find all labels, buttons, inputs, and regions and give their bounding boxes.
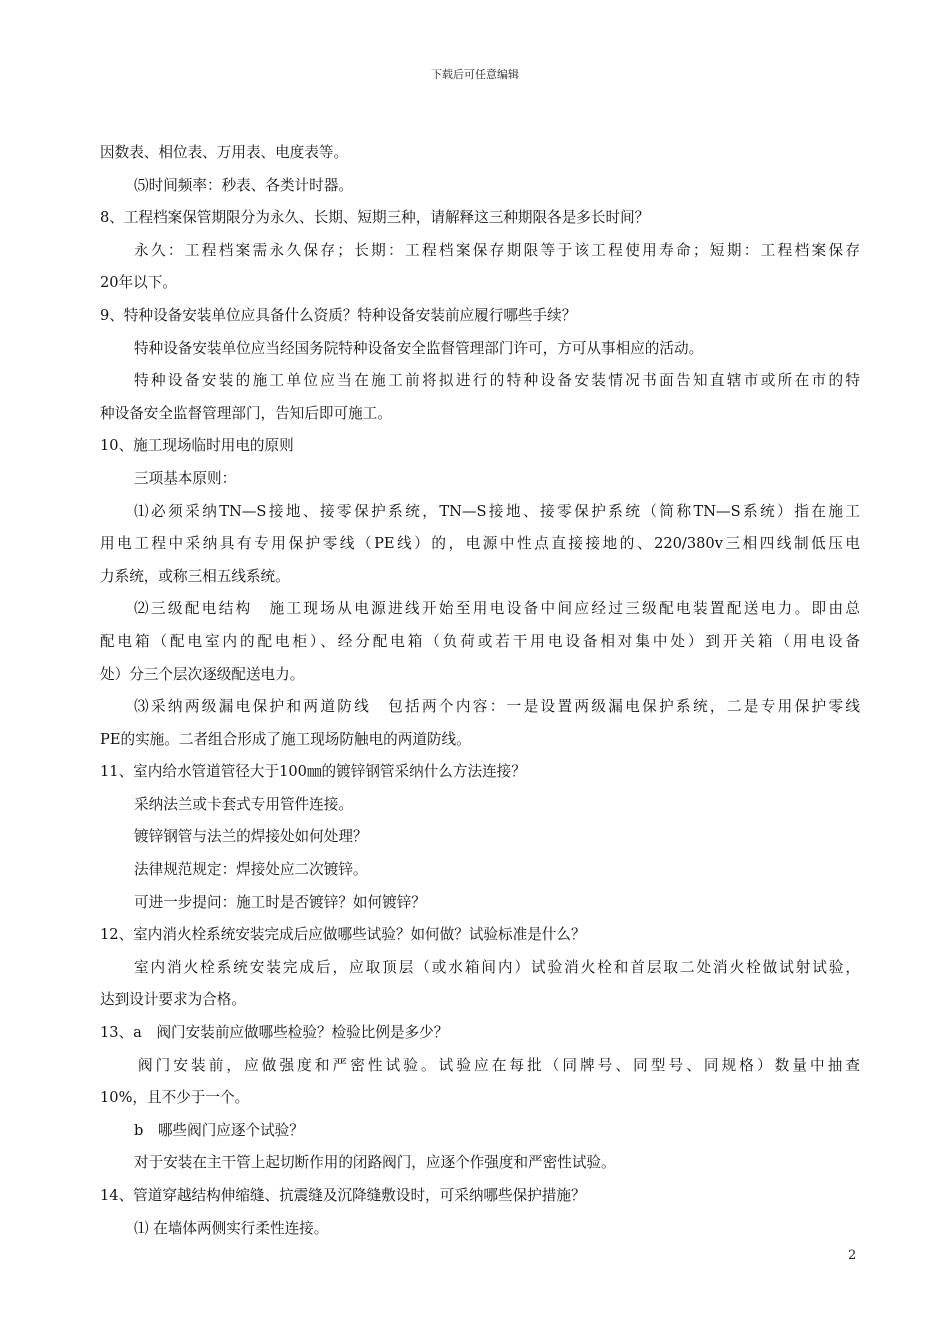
line-text: ⑵三级配电结构 施工现场从电源进线开始至用电设备中间应经过三级配电装置配送电力。即由总 [134, 600, 860, 618]
paragraph-line [100, 430, 860, 463]
line-text: 可进一步提问：施工时是否镀锌？如何镀锌？ [134, 893, 426, 911]
paragraph-line [100, 300, 860, 333]
line-text: ⑸时间频率：秒表、各类计时器。 [134, 176, 353, 194]
paragraph-line [100, 202, 860, 235]
paragraph-line [100, 463, 860, 496]
line-text: 9、特种设备安装单位应具备什么资质？特种设备安装前应履行哪些手续？ [100, 306, 577, 324]
line-text: 达到设计要求为合格。 [100, 991, 246, 1009]
line-text: 12、室内消火栓系统安装完成后应做哪些试验？如何做？试验标准是什么？ [100, 926, 586, 944]
page-number: 2 [848, 1248, 857, 1263]
paragraph-line [100, 528, 860, 561]
line-text: 镀锌钢管与法兰的焊接处如何处理？ [134, 828, 368, 846]
page-header: 下载后可任意编辑 [431, 68, 519, 81]
paragraph-line [100, 235, 860, 268]
line-text: 因数表、相位表、万用表、电度表等。 [100, 144, 349, 161]
line-text: 配电箱（配电室内的配电柜）、经分配电箱（负荷或若干用电设备相对集中处）到开关箱（用电设备 [100, 632, 860, 650]
paragraph-line [100, 756, 860, 789]
line-text: 采纳法兰或卡套式专用管件连接。 [134, 795, 353, 813]
paragraph-line [100, 1180, 860, 1213]
line-text: PE的实施。二者组合形成了施工现场防触电的两道防线。 [100, 730, 471, 748]
paragraph-line [100, 333, 860, 366]
paragraph-line [100, 593, 860, 626]
line-text: 处）分三个层次逐级配送电力。 [100, 665, 305, 683]
line-text: 14、管道穿越结构伸缩缝、抗震缝及沉降缝敷设时，可采纳哪些保护措施？ [100, 1187, 586, 1204]
line-text: 对于安装在主干管上起切断作用的闭路阀门，应逐个作强度和严密性试验。 [134, 1154, 616, 1172]
paragraph-line [100, 952, 860, 985]
paragraph-line [100, 561, 860, 594]
line-text: ⑴必须采纳TN—S接地、接零保护系统，TN—S接地、接零保护系统（简称TN—S系统）指在施工 [134, 502, 860, 520]
paragraph-line [100, 626, 860, 659]
paragraph-line [100, 1213, 860, 1246]
line-text: 力系统，或称三相五线系统。 [100, 567, 290, 585]
line-text: 种设备安全监督管理部门，告知后即可施工。 [100, 404, 392, 422]
line-text: 20年以下。 [100, 274, 177, 292]
line-text: 10%，且不少于一个。 [100, 1089, 250, 1107]
line-text: 法律规范规定：焊接处应二次镀锌。 [134, 861, 368, 879]
line-text: 阀门安装前，应做强度和严密性试验。试验应在每批（同牌号、同型号、同规格）数量中抽查 [138, 1056, 860, 1074]
line-text: 室内消火栓系统安装完成后，应取顶层（或水箱间内）试验消火栓和首层取二处消火栓做试射试验， [134, 958, 860, 976]
paragraph-line [100, 919, 860, 952]
paragraph-line [100, 887, 860, 920]
paragraph-line [100, 821, 860, 854]
paragraph-line [100, 170, 860, 203]
line-text: b 哪些阀门应逐个试验？ [134, 1121, 304, 1139]
line-text: ⑶采纳两级漏电保护和两道防线 包括两个内容：一是设置两级漏电保护系统，二是专用保护零线 [134, 698, 860, 716]
paragraph-line [100, 1017, 860, 1050]
line-text: ⑴ 在墙体两侧实行柔性连接。 [134, 1219, 329, 1237]
line-text: 特种设备安装的施工单位应当在施工前将拟进行的特种设备安装情况书面告知直辖市或所在市的特 [134, 372, 860, 390]
line-text: 10、施工现场临时用电的原则 [100, 437, 294, 455]
paragraph-line [100, 267, 860, 300]
line-text: 11、室内给水管道管径大于100㎜的镀锌钢管采纳什么方法连接？ [100, 763, 526, 781]
line-text: 三项基本原则： [134, 469, 237, 487]
paragraph-line [100, 496, 860, 529]
paragraph-line [100, 854, 860, 887]
paragraph-line [100, 691, 860, 724]
paragraph-line [100, 789, 860, 822]
paragraph-line [100, 1115, 860, 1148]
paragraph-line [100, 984, 860, 1017]
paragraph-line [100, 365, 860, 398]
line-text: 13、a 阀门安装前应做哪些检验？检验比例是多少？ [100, 1024, 449, 1042]
line-text: 永久：工程档案需永久保存；长期：工程档案保存期限等于该工程使用寿命；短期：工程档案保存 [134, 241, 860, 259]
document-body [100, 137, 860, 1245]
paragraph-line [100, 724, 860, 757]
paragraph-line [100, 398, 860, 431]
paragraph-line [100, 1147, 860, 1180]
line-text: 8、工程档案保管期限分为永久、长期、短期三种，请解释这三种期限各是多长时间？ [100, 209, 650, 227]
paragraph-line [100, 137, 860, 170]
paragraph-line [100, 659, 860, 692]
line-text: 特种设备安装单位应当经国务院特种设备安全监督管理部门许可，方可从事相应的活动。 [134, 339, 704, 357]
paragraph-line [100, 1050, 860, 1083]
line-text: 用电工程中采纳具有专用保护零线（PE线）的，电源中性点直接接地的、220/380v三相四线制低压电 [100, 535, 860, 553]
paragraph-line [100, 1082, 860, 1115]
